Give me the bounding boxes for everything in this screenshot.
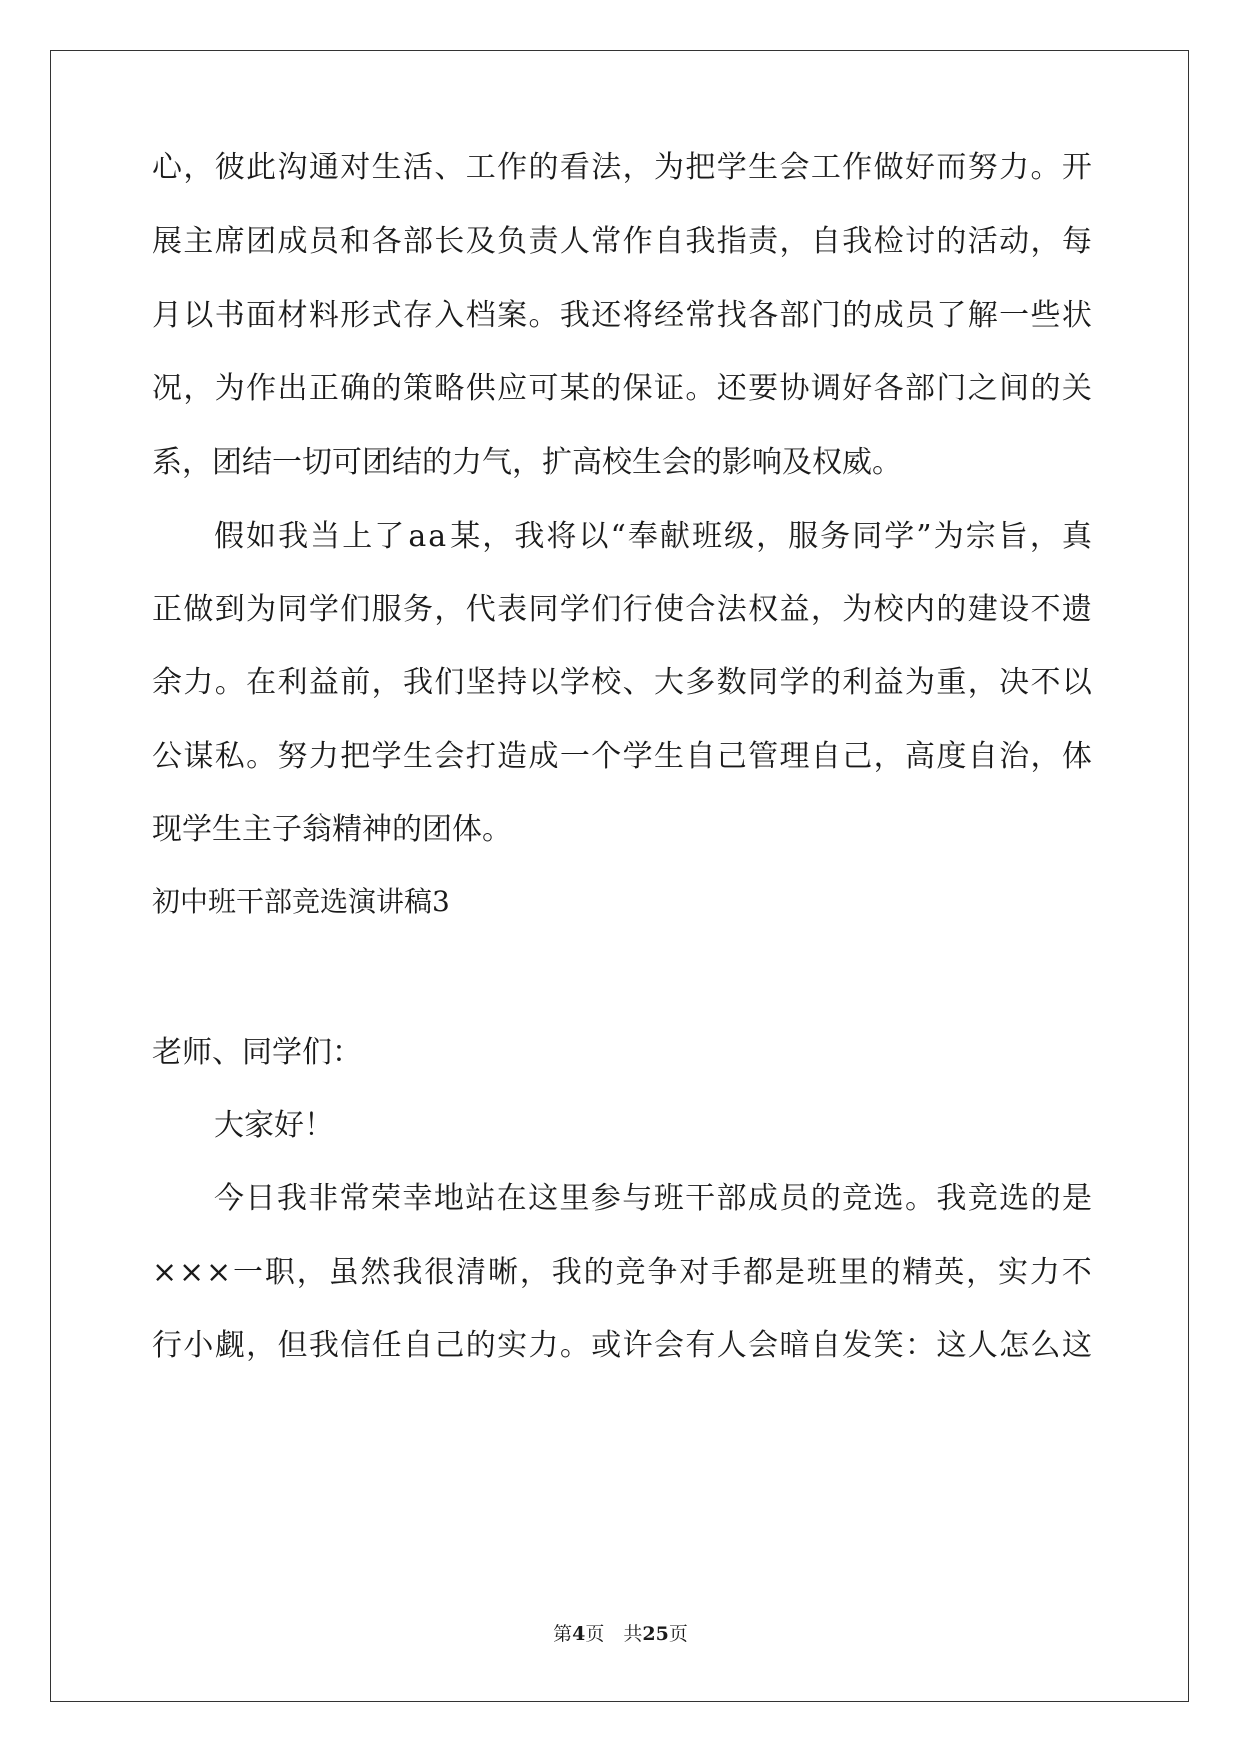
section-heading: 初中班干部竞选演讲稿3 [152,885,450,918]
text-line: 正 做 到 为 同 学 们 服 务 ， 代 表 同 学 们 行 使 合 法 权 益 ， 为 校 内 的 建 设 不 遗 [152,592,1092,627]
text-line: 假 如 我 当 上 了 a a 某 ， 我 将 以 “ 奉 献 班 级 ， 服 务 同 学 ” 为 宗 旨 ， 真 [214,519,1092,554]
text-line: 余 力 。 在 利 益 前 ， 我 们 坚 持 以 学 校 、 大 多 数 同 学 的 利 益 为 重 ， 决 不 以 [152,665,1092,700]
total-pages-number: 25 [642,1623,669,1645]
text-line: 公 谋 私 。 努 力 把 学 生 会 打 造 成 一 个 学 生 自 己 管 理 自 己 ， 高 度 自 治 ， 体 [152,739,1092,774]
text-line: 现学生主子翁精神的团体。 [152,812,512,847]
greeting: 大家好！ [214,1108,334,1143]
current-page-number: 4 [572,1623,586,1645]
text-line: 月 以 书 面 材 料 形 式 存 入 档 案 。 我 还 将 经 常 找 各 部 门 的 成 员 了 解 一 些 状 [152,298,1092,333]
text-line: × × × 一 职 ， 虽 然 我 很 清 晰 ， 我 的 竞 争 对 手 都 是 班 里 的 精 英 ， 实 力 不 [152,1255,1092,1290]
text-line: 况 ， 为 作 出 正 确 的 策 略 供 应 可 某 的 保 证 。 还 要 协 调 好 各 部 门 之 间 的 关 [152,371,1092,406]
text-line: 心 ， 彼 此 沟 通 对 生 活 、 工 作 的 看 法 ， 为 把 学 生 会 工 作 做 好 而 努 力 。 开 [152,150,1092,185]
footer-suffix: 页 [668,1623,688,1645]
text-line: 行 小 觑 ， 但 我 信 任 自 己 的 实 力 。 或 许 会 有 人 会 暗 自 发 笑 ： 这 人 怎 么 这 [152,1328,1092,1363]
footer-mid: 页 共 [585,1623,643,1645]
footer-prefix: 第 [553,1623,573,1645]
text-line: 今 日 我 非 常 荣 幸 地 站 在 这 里 参 与 班 干 部 成 员 的 竞 选 。 我 竞 选 的 是 [214,1181,1092,1216]
text-line: 系，团结一切可团结的力气，扩高校生会的影响及权威。 [152,445,902,480]
salutation: 老师、同学们： [152,1035,362,1070]
text-line: 展 主 席 团 成 员 和 各 部 长 及 负 责 人 常 作 自 我 指 责 ， 自 我 检 讨 的 活 动 ， 每 [152,224,1092,259]
page-footer [0,1622,1241,1646]
